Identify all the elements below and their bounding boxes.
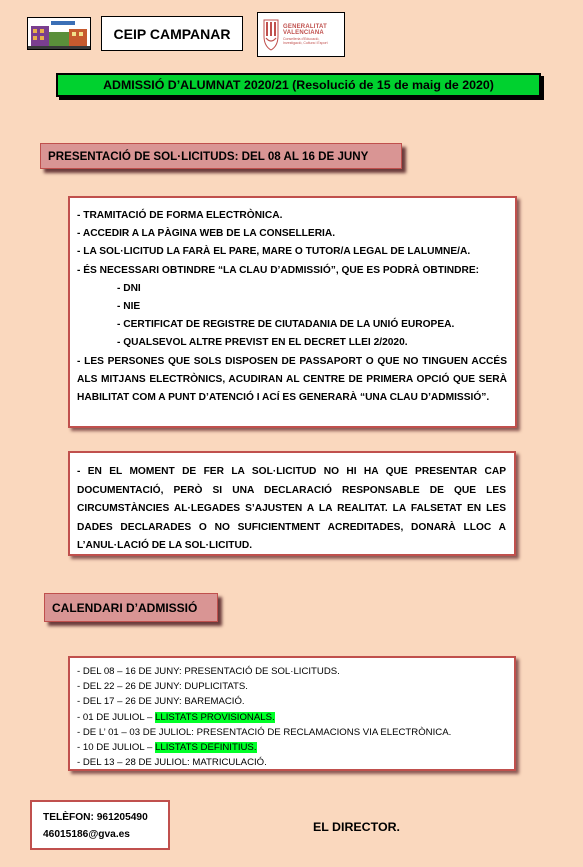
calendar-item: - DEL 13 – 28 DE JULIOL: MATRICULACIÓ. [77,757,267,769]
info-closing-paragraph: - LES PERSONES QUE SOLS DISPOSEN DE PASSAPORT O QUE NO TINGUEN ACCÉS ALS MITJANS ELECTRÒNICS, ACUDIRAN AL CENTRE DE PRIMERA OPCIÓ QUE SERÀ HABILITAT COM A PUNT D’ATENCIÓ I ACÍ ES GENERARÀ “UNA CLAU D’ADMISSIÓ”. [77,355,507,404]
info-sub-item: - CERTIFICAT DE REGISTRE DE CIUTADANIA DE LA UNIÓ EUROPEA. [117,319,455,331]
gva-line1: GENERALITAT [283,23,327,30]
documentation-note-text: - EN EL MOMENT DE FER LA SOL·LICITUD NO HI HA QUE PRESENTAR CAP DOCUMENTACIÓ, PERÒ SI UNA DECLARACIÓ RESPONSABLE DE QUE LES CIRCUMSTÀNCIES AL·LEGADES S’AJUSTEN A LA REALITAT. LA FALSETAT EN LES DADES DECLARADES O NO SUFICIENTMENT ACREDITADES, DONARÀ LLOC A L’ANUL·LACIÓ DE LA SOL·LICITUD. [77,466,506,552]
calendar-panel [68,656,516,771]
generalitat-text [283,24,335,46]
info-line: - LA SOL·LICITUD LA FARÀ EL PARE, MARE O TUTOR/A LEGAL DE LALUMNE/A. [77,246,471,258]
page-title-text: ADMISSIÓ D’ALUMNAT 2020/21 (Resolució de 15 de maig de 2020) [103,78,494,92]
contact-phone: TELÈFON: 961205490 [43,812,148,823]
presentation-info-panel [68,196,517,428]
school-name [101,16,243,51]
calendar-item: - DEL 17 – 26 DE JUNY: BAREMACIÓ. [77,696,245,708]
section-presentation-label: PRESENTACIÓ DE SOL·LICITUDS: DEL 08 AL 16 DE JUNY [48,149,369,163]
calendar-item: - DE L’ 01 – 03 DE JULIOL: PRESENTACIÓ DE RECLAMACIONS VIA ELECTRÒNICA. [77,726,452,738]
generalitat-crest-icon [262,18,280,52]
generalitat-logo [257,12,345,57]
calendar-item: - 10 DE JULIOL – LLISTATS DEFINITIUS. [77,742,257,754]
info-line: - TRAMITACIÓ DE FORMA ELECTRÒNICA. [77,210,283,221]
gva-line2: VALENCIANA [283,29,324,36]
calendar-item: - 01 DE JULIOL – LLISTATS PROVISIONALS. [77,711,275,723]
contact-email: 46015186@gva.es [43,829,130,840]
documentation-note-panel [68,451,516,556]
info-sub-item: - DNI [117,282,141,294]
highlight-definitive-lists: LLISTATS DEFINITIUS. [155,742,257,754]
info-line: - ACCEDIR A LA PÀGINA WEB DE LA CONSELLERIA. [77,228,336,240]
section-calendar-label: CALENDARI D’ADMISSIÓ [52,600,198,615]
gva-line3: Conselleria d'Educació, Investigació, Cultura i Esport [283,36,328,45]
school-name-label: CEIP CAMPANAR [113,25,231,42]
contact-box [30,800,170,850]
section-presentation-header [40,143,402,169]
info-line: - ÉS NECESSARI OBTINDRE “LA CLAU D’ADMISSIÓ”, QUE ES PODRÀ OBTINDRE: [77,264,480,276]
signature-director: EL DIRECTOR. [313,820,400,834]
page-title [56,73,541,97]
highlight-provisional-lists: LLISTATS PROVISIONALS. [155,711,275,723]
info-sub-item: - QUALSEVOL ALTRE PREVIST EN EL DECRET LLEI 2/2020. [117,337,408,349]
school-logo [27,17,91,50]
school-building-icon [28,18,90,49]
calendar-item: - DEL 22 – 26 DE JUNY: DUPLICITATS. [77,681,248,693]
info-sub-item: - NIE [117,301,141,313]
calendar-item: - DEL 08 – 16 DE JUNY: PRESENTACIÓ DE SOL·LICITUDS. [77,666,340,677]
section-calendar-header [44,593,218,622]
